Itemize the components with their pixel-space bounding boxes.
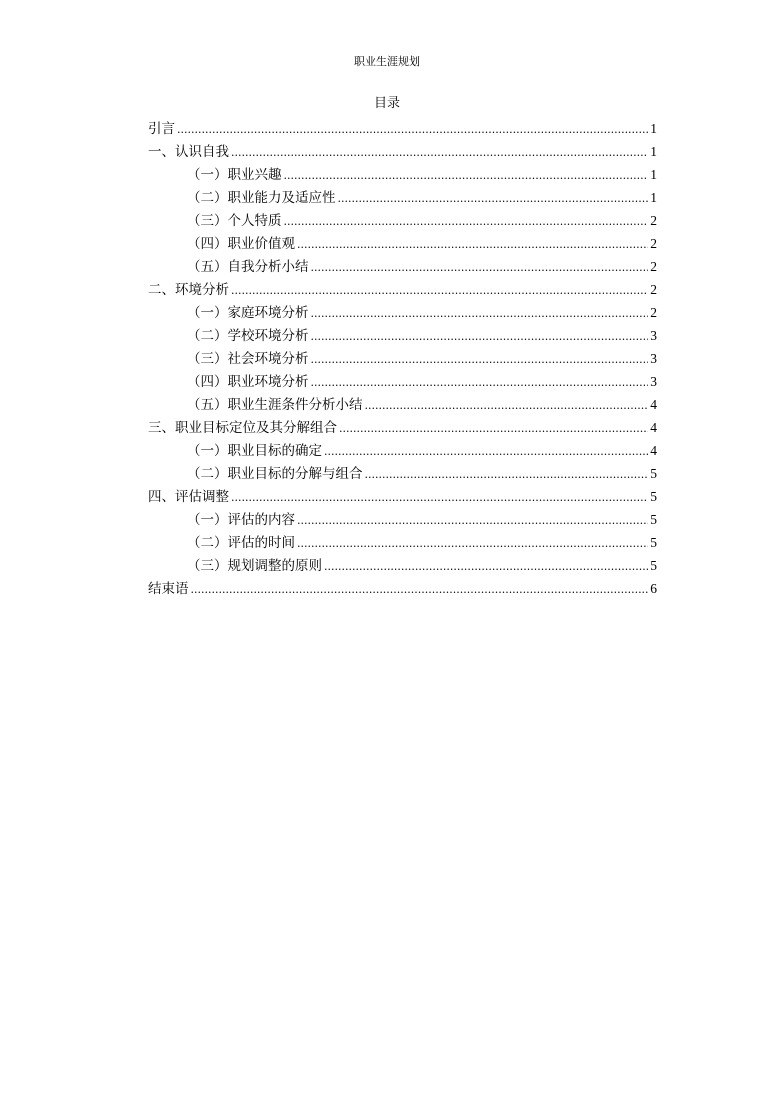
toc-entry-page: 4 <box>650 420 657 435</box>
dot-leader <box>284 210 649 233</box>
toc-entry-text: （五）职业生涯条件分析小结 <box>187 397 363 413</box>
dot-leader <box>311 348 649 371</box>
toc-entry-page: 2 <box>650 236 657 251</box>
dot-leader <box>365 394 649 417</box>
toc-entry-page: 5 <box>650 535 657 550</box>
dot-leader <box>231 279 648 302</box>
toc-entry-page: 4 <box>650 397 657 412</box>
toc-entry-text: （二）职业能力及适应性 <box>187 190 336 206</box>
toc-entry-page: 5 <box>650 489 657 504</box>
dot-leader <box>324 555 648 578</box>
dot-leader <box>177 118 648 141</box>
toc-entry-text: 二、环境分析 <box>148 282 229 298</box>
toc-entry-page: 1 <box>650 121 657 136</box>
toc-entry-page: 1 <box>650 167 657 182</box>
toc-entry[interactable] <box>148 278 657 301</box>
dot-leader <box>324 440 648 463</box>
toc-entry-page: 1 <box>650 190 657 205</box>
toc-entry-text: （二）学校环境分析 <box>187 328 309 344</box>
toc-entry-page: 5 <box>650 466 657 481</box>
dot-leader <box>231 486 648 509</box>
toc-entry-text: 三、职业目标定位及其分解组合 <box>148 420 337 436</box>
toc-entry-text: （五）自我分析小结 <box>187 259 309 275</box>
toc-entry[interactable] <box>148 554 657 577</box>
toc-entry[interactable] <box>148 508 657 531</box>
toc-entry-text: （三）个人特质 <box>187 213 282 229</box>
toc-entry[interactable] <box>148 393 657 416</box>
toc-entry-text: （一）家庭环境分析 <box>187 305 309 321</box>
dot-leader <box>297 509 648 532</box>
toc-entry[interactable] <box>148 531 657 554</box>
toc-entry-text: （一）职业目标的确定 <box>187 443 322 459</box>
toc-heading: 目录 <box>373 96 400 111</box>
toc-entry-page: 5 <box>650 512 657 527</box>
toc-entry-page: 1 <box>650 144 657 159</box>
toc-entry-page: 3 <box>650 328 657 343</box>
dot-leader <box>311 325 649 348</box>
toc-entry-text: （二）职业目标的分解与组合 <box>187 466 363 482</box>
toc-entry[interactable] <box>148 186 657 209</box>
dot-leader <box>284 164 649 187</box>
toc-entry[interactable] <box>148 347 657 370</box>
dot-leader <box>365 463 649 486</box>
toc-entry[interactable] <box>148 140 657 163</box>
toc-entry[interactable] <box>148 232 657 255</box>
toc-entry[interactable] <box>148 577 657 600</box>
dot-leader <box>338 187 649 210</box>
toc-entry[interactable] <box>148 163 657 186</box>
toc-entry[interactable] <box>148 117 657 140</box>
dot-leader <box>339 417 648 440</box>
toc-entry-text: （四）职业环境分析 <box>187 374 309 390</box>
dot-leader <box>311 302 649 325</box>
toc-entry-text: 一、认识自我 <box>148 144 229 160</box>
toc-entry-text: （三）社会环境分析 <box>187 351 309 367</box>
dot-leader <box>191 578 649 601</box>
toc-entry[interactable] <box>148 255 657 278</box>
table-of-contents <box>148 117 657 600</box>
toc-entry-page: 2 <box>650 305 657 320</box>
dot-leader <box>297 233 648 256</box>
toc-entry[interactable] <box>148 301 657 324</box>
toc-entry-page: 6 <box>650 581 657 596</box>
toc-entry-text: 结束语 <box>148 581 189 597</box>
toc-entry[interactable] <box>148 439 657 462</box>
toc-entry[interactable] <box>148 462 657 485</box>
dot-leader <box>311 371 649 394</box>
toc-entry[interactable] <box>148 324 657 347</box>
page-header: 职业生涯规划 <box>354 55 420 68</box>
toc-entry-text: （四）职业价值观 <box>187 236 295 252</box>
dot-leader <box>311 256 649 279</box>
dot-leader <box>231 141 648 164</box>
toc-entry-page: 2 <box>650 259 657 274</box>
toc-entry[interactable] <box>148 209 657 232</box>
toc-entry-page: 2 <box>650 282 657 297</box>
toc-entry-text: 引言 <box>148 121 175 137</box>
toc-entry-page: 2 <box>650 213 657 228</box>
toc-entry[interactable] <box>148 416 657 439</box>
toc-entry[interactable] <box>148 485 657 508</box>
toc-entry-page: 3 <box>650 351 657 366</box>
dot-leader <box>297 532 648 555</box>
toc-entry-text: （三）规划调整的原则 <box>187 558 322 574</box>
toc-entry-page: 4 <box>650 443 657 458</box>
toc-entry-text: （一）职业兴趣 <box>187 167 282 183</box>
toc-entry-text: （二）评估的时间 <box>187 535 295 551</box>
toc-entry-text: 四、评估调整 <box>148 489 229 505</box>
toc-entry-page: 5 <box>650 558 657 573</box>
toc-entry[interactable] <box>148 370 657 393</box>
toc-entry-page: 3 <box>650 374 657 389</box>
toc-entry-text: （一）评估的内容 <box>187 512 295 528</box>
